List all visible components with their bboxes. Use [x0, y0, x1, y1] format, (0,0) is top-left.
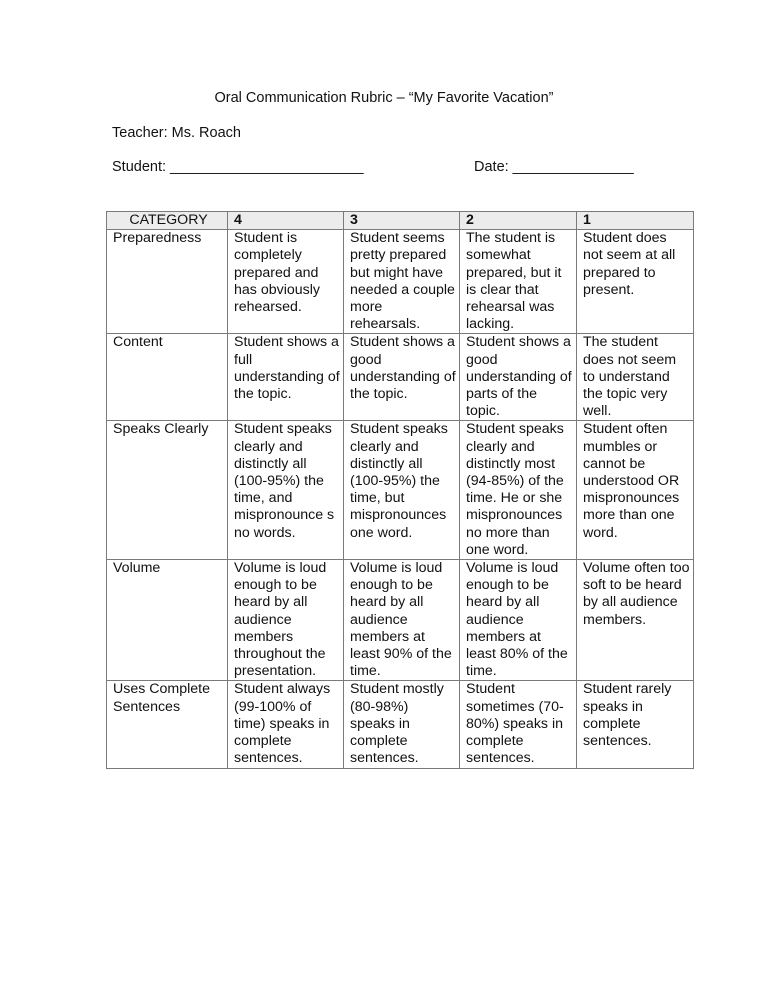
table-cell: Student shows a good understanding of the topic.: [344, 334, 460, 421]
header-score-1: 1: [577, 212, 694, 230]
rubric-row-uses-complete-sentences: [107, 681, 694, 768]
table-cell: The student does not seem to understand the topic very well.: [577, 334, 694, 421]
header-score-2: 2: [460, 212, 577, 230]
header-score-4: 4: [228, 212, 344, 230]
date-line: Date: _______________: [474, 159, 634, 175]
rubric-row-speaks-clearly: [107, 421, 694, 560]
rubric-row-volume: [107, 560, 694, 681]
table-cell: Student does not seem at all prepared to present.: [577, 230, 694, 334]
header-score-3: 3: [344, 212, 460, 230]
table-cell: Volume often too soft to be heard by all audience members.: [577, 560, 694, 681]
table-cell: Student is completely prepared and has obviously rehearsed.: [228, 230, 344, 334]
rubric-table: [106, 211, 694, 769]
table-cell: Volume is loud enough to be heard by all audience members throughout the presentation.: [228, 560, 344, 681]
table-cell: Student sometimes (70-80%) speaks in complete sentences.: [460, 681, 577, 768]
table-cell: Student often mumbles or cannot be understood OR mispronounces more than one word.: [577, 421, 694, 560]
student-line: Student: ________________________: [112, 159, 364, 175]
table-cell: Student always (99-100% of time) speaks in complete sentences.: [228, 681, 344, 768]
table-cell: Student speaks clearly and distinctly most (94-85%) of the time. He or she mispronounces no more than one word.: [460, 421, 577, 560]
table-cell: Student rarely speaks in complete sentences.: [577, 681, 694, 768]
table-cell: Student shows a full understanding of the topic.: [228, 334, 344, 421]
table-cell: Student speaks clearly and distinctly all (100-95%) the time, but mispronounces one word.: [344, 421, 460, 560]
rubric-row-preparedness: [107, 230, 694, 334]
table-cell: Student shows a good understanding of parts of the topic.: [460, 334, 577, 421]
document-title: Oral Communication Rubric – “My Favorite Vacation”: [214, 90, 554, 106]
row-label-content: Content: [107, 334, 228, 421]
row-label-uses-complete-sentences: Uses Complete Sentences: [107, 681, 228, 768]
rubric-header-row: [107, 212, 694, 230]
row-label-speaks-clearly: Speaks Clearly: [107, 421, 228, 560]
table-cell: Student speaks clearly and distinctly all (100-95%) the time, and mispronounce s no words.: [228, 421, 344, 560]
row-label-preparedness: Preparedness: [107, 230, 228, 334]
table-cell: Volume is loud enough to be heard by all audience members at least 80% of the time.: [460, 560, 577, 681]
table-cell: The student is somewhat prepared, but it is clear that rehearsal was lacking.: [460, 230, 577, 334]
row-label-volume: Volume: [107, 560, 228, 681]
table-cell: Volume is loud enough to be heard by all audience members at least 90% of the time.: [344, 560, 460, 681]
rubric-row-content: [107, 334, 694, 421]
table-cell: Student seems pretty prepared but might have needed a couple more rehearsals.: [344, 230, 460, 334]
table-cell: Student mostly (80-98%) speaks in complete sentences.: [344, 681, 460, 768]
header-category: CATEGORY: [107, 212, 228, 230]
teacher-line: Teacher: Ms. Roach: [112, 125, 241, 141]
